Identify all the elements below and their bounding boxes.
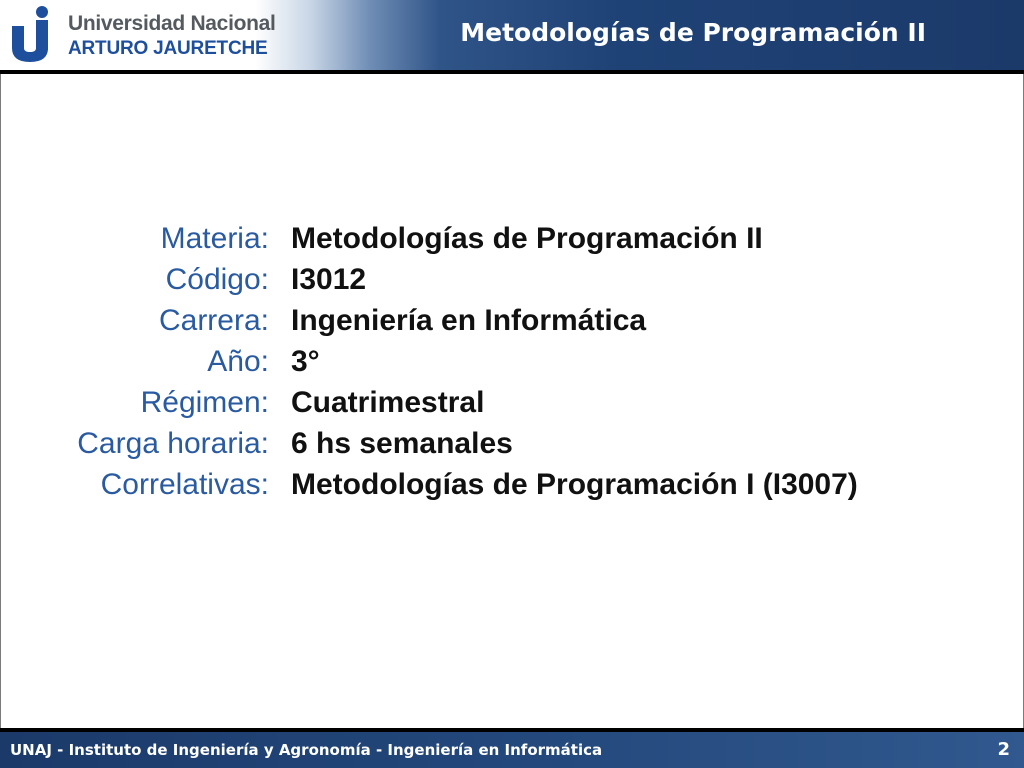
info-row-materia <box>31 218 858 259</box>
info-row-correlativas <box>31 464 858 505</box>
info-value: Metodologías de Programación II <box>291 221 763 255</box>
info-value: Ingeniería en Informática <box>291 303 647 337</box>
info-value: Metodologías de Programación I (I3007) <box>291 467 858 501</box>
info-label: Carga horaria: <box>77 426 269 460</box>
footer-institution-text: UNAJ - Instituto de Ingeniería y Agronomía - Ingeniería en Informática <box>10 741 603 759</box>
page-number: 2 <box>997 739 1010 760</box>
info-row-carga-horaria <box>31 423 858 464</box>
info-value: Cuatrimestral <box>291 385 485 419</box>
info-value: 6 hs semanales <box>291 426 513 460</box>
info-row-regimen <box>31 382 858 423</box>
slide-footer <box>0 732 1024 768</box>
info-label: Carrera: <box>158 303 269 337</box>
info-row-codigo <box>31 259 858 300</box>
info-label: Materia: <box>160 221 269 255</box>
logo-university-subname: ARTURO JAURETCHE <box>68 38 268 59</box>
info-row-carrera <box>31 300 858 341</box>
info-label: Régimen: <box>140 385 269 419</box>
university-logo <box>8 6 276 64</box>
info-value: 3° <box>291 344 320 378</box>
info-row-anio <box>31 341 858 382</box>
info-value: I3012 <box>291 262 367 296</box>
slide-content <box>0 74 1024 728</box>
info-label: Correlativas: <box>100 467 269 501</box>
slide-title: Metodologías de Programación II <box>460 18 926 47</box>
info-label: Año: <box>207 344 269 378</box>
info-label: Código: <box>165 262 269 296</box>
unaj-logo-icon <box>8 6 60 64</box>
logo-university-name: Universidad Nacional <box>68 12 276 35</box>
slide-header <box>0 0 1024 70</box>
course-info-table <box>31 218 858 505</box>
